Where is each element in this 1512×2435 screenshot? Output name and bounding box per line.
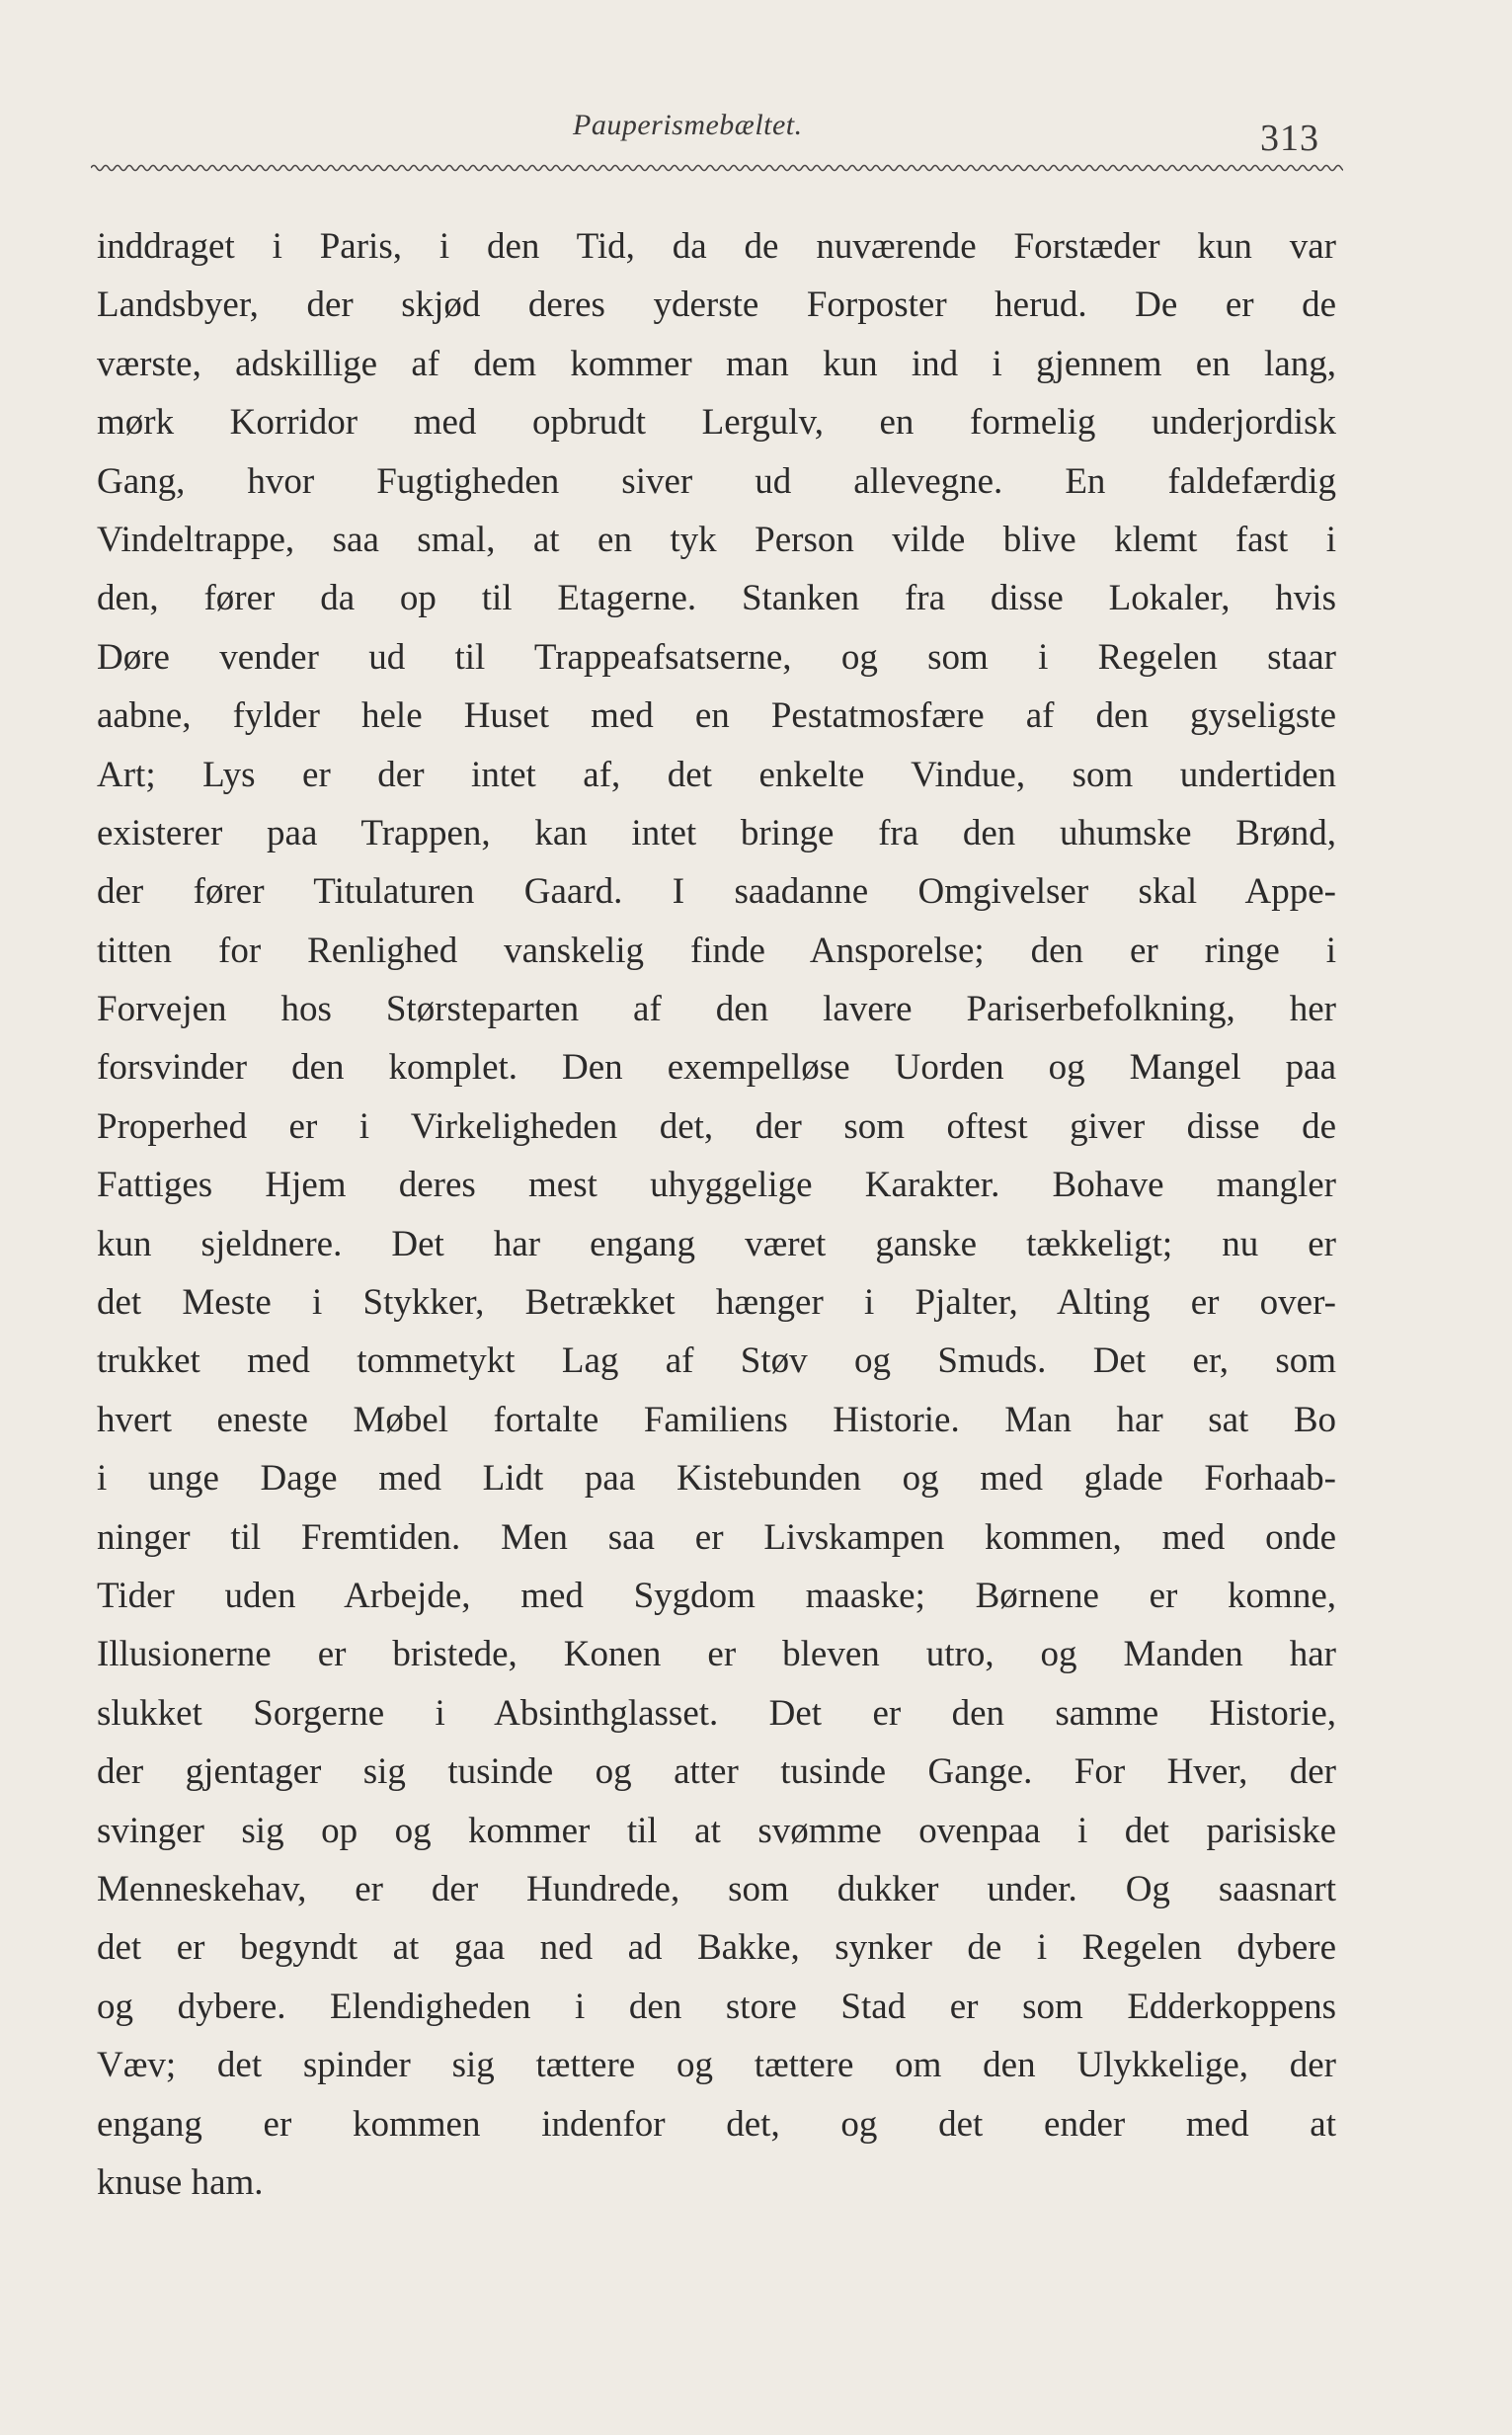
text-line: slukket Sorgerne i Absinthglasset. Det er den samme Historie, <box>97 1692 1336 1734</box>
text-line: forsvinder den komplet. Den exempelløse Uorden og Mangel paa <box>97 1047 1336 1089</box>
text-line: Properhed er i Virkeligheden det, der som oftest giver disse de <box>97 1105 1336 1147</box>
text-line: mørk Korridor med opbrudt Lergulv, en formelig underjordisk <box>97 402 1336 444</box>
text-line: Gang, hvor Fugtigheden siver ud allevegne. En faldefærdig <box>97 460 1336 502</box>
text-line: det er begyndt at gaa ned ad Bakke, synker de i Regelen dybere <box>97 1927 1336 1969</box>
text-line: aabne, fylder hele Huset med en Pestatmosfære af den gyseligste <box>97 695 1336 737</box>
text-line: Menneskehav, er der Hundrede, som dukker under. Og saasnart <box>97 1868 1336 1909</box>
text-line: Illusionerne er bristede, Konen er bleven utro, og Manden har <box>97 1634 1336 1675</box>
body-text <box>97 217 1336 2212</box>
text-line: ninger til Fremtiden. Men saa er Livskampen kommen, med onde <box>97 1516 1336 1558</box>
text-line: Tider uden Arbejde, med Sygdom maaske; Børnene er komne, <box>97 1575 1336 1616</box>
text-line: og dybere. Elendigheden i den store Stad er som Edderkoppens <box>97 1986 1336 2027</box>
text-line: knuse ham. <box>97 2161 264 2203</box>
text-line: det Meste i Stykker, Betrækket hænger i Pjalter, Alting er over- <box>97 1282 1336 1324</box>
text-line: Art; Lys er der intet af, det enkelte Vindue, som undertiden <box>97 754 1336 795</box>
text-line: Væv; det spinder sig tættere og tættere om den Ulykkelige, der <box>97 2045 1336 2086</box>
text-line: svinger sig op og kommer til at svømme ovenpaa i det parisiske <box>97 1810 1336 1851</box>
text-line: kun sjeldnere. Det har engang været ganske tækkeligt; nu er <box>97 1223 1336 1264</box>
text-line: i unge Dage med Lidt paa Kistebunden og med glade Forhaab- <box>97 1458 1336 1500</box>
text-line: trukket med tommetykt Lag af Støv og Smuds. Det er, som <box>97 1340 1336 1382</box>
text-line: der fører Titulaturen Gaard. I saadanne Omgivelser skal Appe- <box>97 871 1336 913</box>
text-line: Døre vender ud til Trappeafsatserne, og som i Regelen staar <box>97 636 1336 678</box>
text-line: Forvejen hos Størsteparten af den lavere Pariserbefolkning, her <box>97 989 1336 1030</box>
text-line: titten for Renlighed vanskelig finde Ansporelse; den er ringe i <box>97 930 1336 971</box>
text-line: Fattiges Hjem deres mest uhyggelige Karakter. Bohave mangler <box>97 1165 1336 1206</box>
text-line: inddraget i Paris, i den Tid, da de nuværende Forstæder kun var <box>97 226 1336 267</box>
ornamental-wavy-rule <box>91 161 1343 175</box>
text-line: hvert eneste Møbel fortalte Familiens Historie. Man har sat Bo <box>97 1399 1336 1440</box>
text-line: engang er kommen indenfor det, og det ender med at <box>97 2103 1336 2145</box>
text-line: der gjentager sig tusinde og atter tusinde Gange. For Hver, der <box>97 1751 1336 1793</box>
text-line: den, fører da op til Etagerne. Stanken fra disse Lokaler, hvis <box>97 578 1336 619</box>
text-line: værste, adskillige af dem kommer man kun ind i gjennem en lang, <box>97 343 1336 384</box>
page-number: 313 <box>1260 118 1319 159</box>
text-line: existerer paa Trappen, kan intet bringe fra den uhumske Brønd, <box>97 812 1336 853</box>
text-line: Vindeltrappe, saa smal, at en tyk Person vilde blive klemt fast i <box>97 519 1336 560</box>
text-line: Landsbyer, der skjød deres yderste Forposter herud. De er de <box>97 284 1336 326</box>
running-title: Pauperismebæltet. <box>573 109 803 141</box>
